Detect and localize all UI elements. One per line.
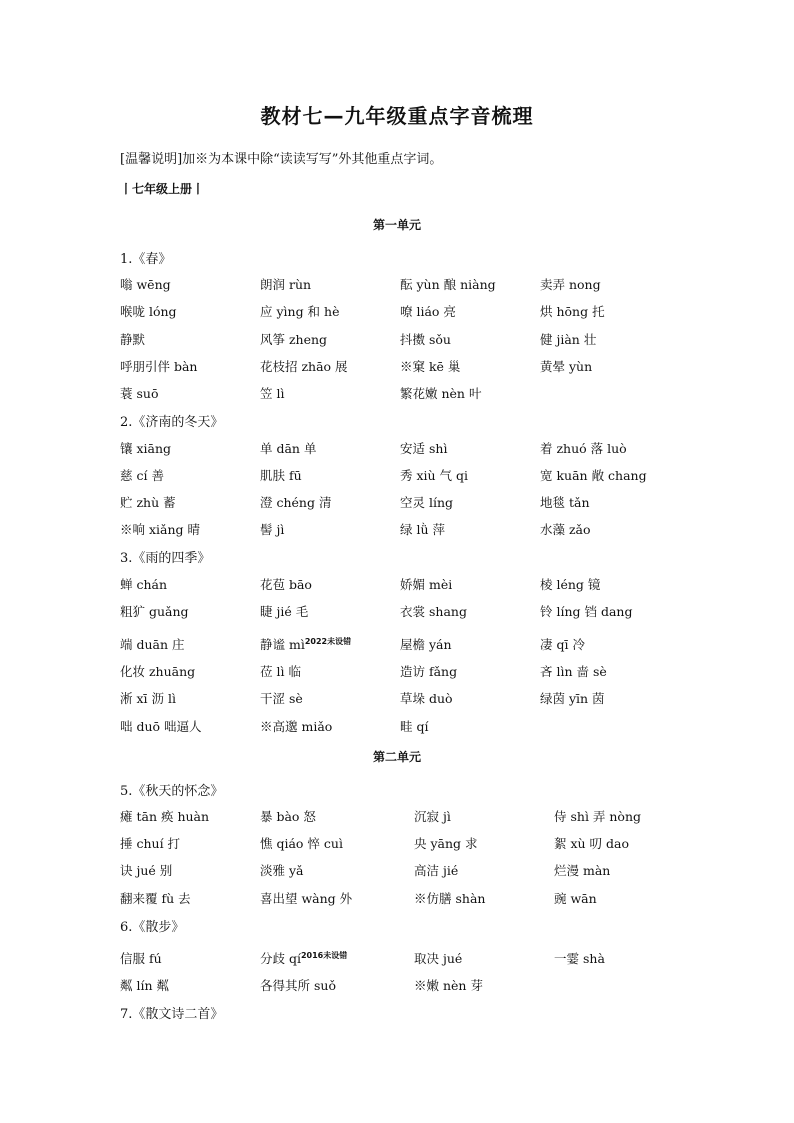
word-entry: 喉咙 lóng — [120, 304, 177, 319]
word-entry: 镶 xiāng — [120, 441, 172, 456]
word-entry: 贮 zhù 蓄 — [120, 495, 176, 510]
word-entry: 空灵 líng — [400, 495, 454, 510]
word-row — [0, 861, 794, 881]
word-entry: 繁花嫩 nèn 叶 — [400, 386, 482, 401]
word-entry: 嘹 liáo 亮 — [400, 304, 456, 319]
lesson-heading: 1.《春》 — [120, 252, 172, 267]
lesson-heading: 2.《济南的冬天》 — [120, 415, 224, 430]
word-row — [0, 689, 794, 709]
word-entry: 抖擞 sǒu — [400, 332, 451, 347]
word-entry: 草垛 duò — [400, 691, 453, 706]
word-entry: ※高邈 miǎo — [260, 719, 333, 734]
word-entry: 健 jiàn 壮 — [540, 332, 597, 347]
lesson-heading: 5.《秋天的怀念》 — [120, 784, 224, 799]
word-entry: 粼 lín 粼 — [120, 978, 169, 993]
word-entry: 慈 cí 善 — [120, 468, 164, 483]
word-entry: 干涩 sè — [260, 691, 303, 706]
word-entry: 着 zhuó 落 luò — [540, 441, 627, 456]
word-entry: 髻 jì — [260, 522, 285, 537]
word-entry: 瘫 tān 痪 huàn — [120, 809, 210, 824]
word-entry: 绿茵 yīn 茵 — [540, 691, 605, 706]
word-entry: 各得其所 suǒ — [260, 978, 336, 993]
exam-note: 2016未设错 — [300, 950, 348, 960]
word-entry: 绿 lǜ 萍 — [400, 522, 445, 537]
word-entry: 咄 duō 咄逼人 — [120, 719, 202, 734]
word-row — [0, 635, 794, 655]
word-entry: 暴 bào 怒 — [260, 809, 316, 824]
word-entry: 烂漫 màn — [554, 863, 611, 878]
word-entry: 莅 lì 临 — [260, 664, 301, 679]
unit-heading-2: 第二单元 — [372, 750, 421, 764]
word-row — [0, 575, 794, 595]
word-entry: ※窠 kē 巢 — [400, 359, 461, 374]
word-entry: 笠 lì — [260, 386, 285, 401]
word-entry: 黄晕 yùn — [540, 359, 593, 374]
word-entry: 应 yìng 和 hè — [260, 304, 340, 319]
lesson-heading: 6.《散步》 — [120, 920, 185, 935]
word-entry: 肌肤 fū — [260, 468, 302, 483]
unit-heading-1: 第一单元 — [372, 218, 421, 232]
word-row — [0, 602, 794, 622]
page-title: 教材七—九年级重点字音梳理 — [260, 104, 534, 128]
word-entry — [260, 949, 347, 967]
word-text: 静谧 mì — [260, 637, 305, 652]
word-entry: 安适 shì — [400, 441, 448, 456]
word-row — [0, 330, 794, 350]
word-entry: ※响 xiǎng 晴 — [120, 522, 200, 537]
word-entry: 嗡 wēng — [120, 277, 171, 292]
word-entry: 蝉 chán — [120, 577, 168, 592]
word-row — [0, 520, 794, 540]
word-entry: 水藻 zǎo — [540, 522, 591, 537]
word-entry: 捶 chuí 打 — [120, 836, 181, 851]
word-entry: 衣裳 shang — [400, 604, 467, 619]
explanatory-note: [温馨说明]加※为本课中除“读读写写”外其他重点字词。 — [120, 152, 443, 167]
word-entry: 沉寂 jì — [414, 809, 451, 824]
word-entry — [260, 635, 351, 653]
word-entry: 化妆 zhuāng — [120, 664, 196, 679]
word-entry: 风筝 zheng — [260, 332, 328, 347]
word-row — [0, 807, 794, 827]
word-entry: 高洁 jié — [414, 863, 459, 878]
word-row — [0, 889, 794, 909]
word-entry: 屋檐 yán — [400, 637, 452, 652]
word-entry: 睫 jié 毛 — [260, 604, 309, 619]
word-row — [0, 493, 794, 513]
word-entry: 蓑 suō — [120, 386, 159, 401]
word-entry: 烘 hōng 托 — [540, 304, 605, 319]
word-entry: 吝 lìn 啬 sè — [540, 664, 607, 679]
word-entry: 一霎 shà — [554, 951, 605, 966]
word-entry: 豌 wān — [554, 891, 597, 906]
word-entry: ※嫩 nèn 芽 — [414, 978, 483, 993]
word-entry: 取决 jué — [414, 951, 463, 966]
word-entry: 淡雅 yǎ — [260, 863, 304, 878]
word-row — [0, 439, 794, 459]
word-entry: 朗润 rùn — [260, 277, 312, 292]
word-row — [0, 976, 794, 996]
word-row — [0, 302, 794, 322]
word-entry: 花枝招 zhāo 展 — [260, 359, 348, 374]
word-entry: 诀 jué 别 — [120, 863, 173, 878]
word-entry: 花苞 bāo — [260, 577, 312, 592]
lesson-heading: 3.《雨的四季》 — [120, 551, 211, 566]
word-entry: 淅 xī 沥 lì — [120, 691, 176, 706]
word-entry: 铃 líng 铛 dang — [540, 604, 633, 619]
word-entry: 絮 xù 叨 dao — [554, 836, 630, 851]
word-text: 分歧 qí — [260, 951, 301, 966]
word-row — [0, 662, 794, 682]
word-row — [0, 275, 794, 295]
word-entry: 呼朋引伴 bàn — [120, 359, 198, 374]
word-entry: 侍 shì 弄 nòng — [554, 809, 642, 824]
word-row — [0, 949, 794, 969]
word-entry: 造访 fǎng — [400, 664, 458, 679]
word-entry: 宽 kuān 敞 chang — [540, 468, 647, 483]
word-entry: 信服 fú — [120, 951, 162, 966]
word-entry: 端 duān 庄 — [120, 637, 185, 652]
lesson-heading: 7.《散文诗二首》 — [120, 1007, 224, 1022]
word-entry: 娇媚 mèi — [400, 577, 453, 592]
word-entry: 凄 qī 冷 — [540, 637, 585, 652]
word-row — [0, 834, 794, 854]
word-row — [0, 717, 794, 737]
word-row — [0, 466, 794, 486]
word-entry: 憔 qiáo 悴 cuì — [260, 836, 343, 851]
word-entry: 单 dān 单 — [260, 441, 317, 456]
word-row — [0, 384, 794, 404]
word-entry: 酝 yùn 酿 niàng — [400, 277, 496, 292]
word-entry: ※仿膳 shàn — [414, 891, 486, 906]
word-entry: 粗犷 guǎng — [120, 604, 189, 619]
word-entry: 秀 xiù 气 qi — [400, 468, 469, 483]
grade-heading: 丨七年级上册丨 — [120, 182, 205, 196]
word-entry: 地毯 tǎn — [540, 495, 590, 510]
word-entry: 卖弄 nong — [540, 277, 601, 292]
word-entry: 喜出望 wàng 外 — [260, 891, 353, 906]
word-row — [0, 357, 794, 377]
word-entry: 翻来覆 fù 去 — [120, 891, 191, 906]
exam-note: 2022未设错 — [304, 636, 352, 646]
word-entry: 棱 léng 镜 — [540, 577, 601, 592]
word-entry: 畦 qí — [400, 719, 429, 734]
word-entry: 静默 — [120, 332, 146, 347]
word-entry: 央 yāng 求 — [414, 836, 478, 851]
word-entry: 澄 chéng 清 — [260, 495, 332, 510]
